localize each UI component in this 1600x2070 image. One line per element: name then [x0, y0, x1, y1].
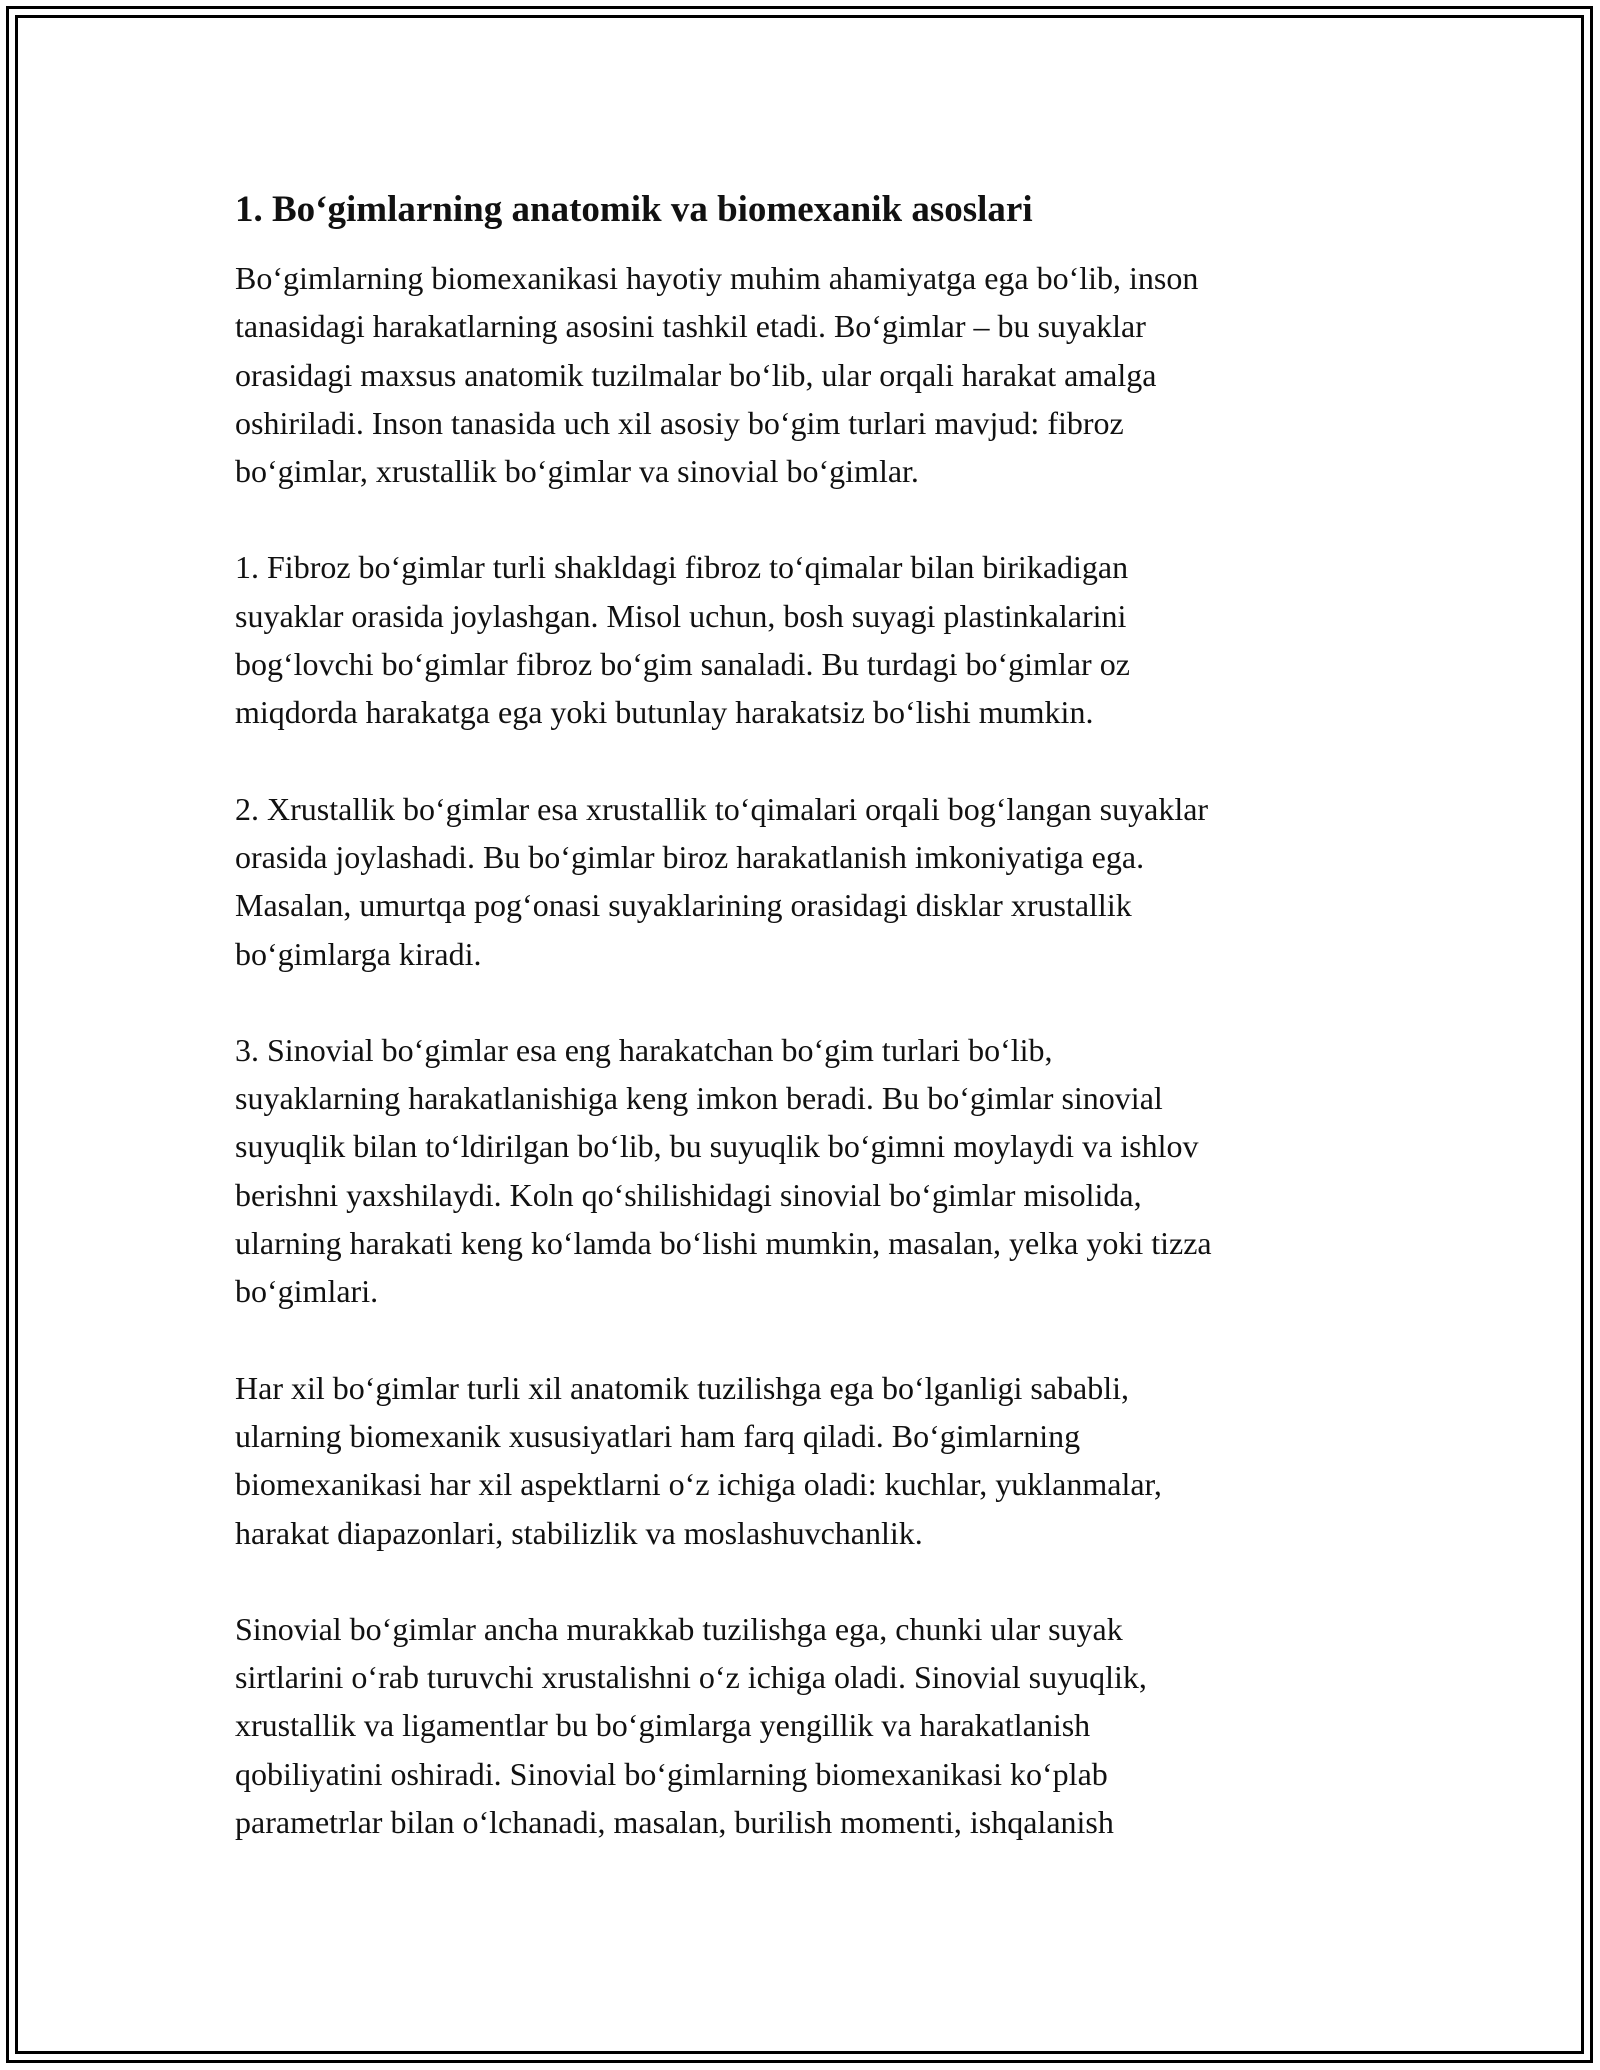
text-line: Masalan, umurtqa pog‘onasi suyaklarining orasidagi disklar xrustallik	[235, 887, 1132, 924]
paragraph	[235, 1026, 1375, 1316]
text-line: biomexanikasi har xil aspektlarni o‘z ichiga oladi: kuchlar, yuklanmalar,	[235, 1466, 1162, 1503]
text-line: oshiriladi. Inson tanasida uch xil asosiy bo‘gim turlari mavjud: fibroz	[235, 404, 1124, 441]
document-body	[235, 186, 1375, 1894]
paragraph	[235, 1364, 1375, 1557]
text-line: Bo‘gimlarning biomexanikasi hayotiy muhim ahamiyatga ega bo‘lib, inson	[235, 260, 1199, 296]
text-line: bog‘lovchi bo‘gimlar fibroz bo‘gim sanaladi. Bu turdagi bo‘gimlar oz	[235, 646, 1130, 683]
text-line: ularning biomexanik xususiyatlari ham farq qiladi. Bo‘gimlarning	[235, 1417, 1081, 1454]
text-line: orasidagi maxsus anatomik tuzilmalar bo‘lib, ular orqali harakat amalga	[235, 356, 1157, 393]
text-line: 3. Sinovial bo‘gimlar esa eng harakatchan bo‘gim turlari bo‘lib,	[235, 1031, 1053, 1068]
paragraph	[235, 254, 1375, 495]
text-line: 2. Xrustallik bo‘gimlar esa xrustallik to‘qimalari orqali bog‘langan suyaklar	[235, 790, 1209, 827]
text-line: sirtlarini o‘rab turuvchi xrustalishni o‘z ichiga oladi. Sinovial suyuqlik,	[235, 1659, 1147, 1696]
text-line: suyaklarning harakatlanishiga keng imkon beradi. Bu bo‘gimlar sinovial	[235, 1080, 1163, 1117]
text-line: miqdorda harakatga ega yoki butunlay harakatsiz bo‘lishi mumkin.	[235, 694, 1094, 731]
paragraph-list	[235, 254, 1375, 1846]
text-line: bo‘gimlari.	[235, 1273, 379, 1310]
paragraph	[235, 543, 1375, 736]
text-line: Har xil bo‘gimlar turli xil anatomik tuzilishga ega bo‘lganligi sababli,	[235, 1369, 1130, 1406]
text-line: bo‘gimlar, xrustallik bo‘gimlar va sinovial bo‘gimlar.	[235, 453, 919, 490]
text-line: harakat diapazonlari, stabilizlik va moslashuvchanlik.	[235, 1514, 923, 1551]
paragraph	[235, 785, 1375, 978]
text-line: tanasidagi harakatlarning asosini tashkil etadi. Bo‘gimlar – bu suyaklar	[235, 308, 1146, 345]
paragraph	[235, 1605, 1375, 1846]
text-line: Sinovial bo‘gimlar ancha murakkab tuzilishga ega, chunki ular suyak	[235, 1610, 1123, 1647]
text-line: xrustallik va ligamentlar bu bo‘gimlarga yengillik va harakatlanish	[235, 1707, 1091, 1744]
text-line: qobiliyatini oshiradi. Sinovial bo‘gimlarning biomexanikasi ko‘plab	[235, 1755, 1108, 1792]
text-line: 1. Fibroz bo‘gimlar turli shakldagi fibroz to‘qimalar bilan birikadigan	[235, 549, 1129, 586]
text-line: parametrlar bilan o‘lchanadi, masalan, burilish momenti, ishqalanish	[235, 1804, 1114, 1841]
text-line: ularning harakati keng ko‘lamda bo‘lishi mumkin, masalan, yelka yoki tizza	[235, 1225, 1212, 1262]
text-line: orasida joylashadi. Bu bo‘gimlar biroz harakatlanish imkoniyatiga ega.	[235, 838, 1145, 875]
text-line: berishni yaxshilaydi. Koln qo‘shilishidagi sinovial bo‘gimlar misolida,	[235, 1176, 1142, 1213]
text-line: suyaklar orasida joylashgan. Misol uchun, bosh suyagi plastinkalarini	[235, 597, 1127, 634]
text-line: suyuqlik bilan to‘ldirilgan bo‘lib, bu suyuqlik bo‘gimni moylaydi va ishlov	[235, 1128, 1199, 1165]
text-line: bo‘gimlarga kiradi.	[235, 935, 482, 972]
section-heading: 1. Bo‘gimlarning anatomik va biomexanik asoslari	[235, 189, 1033, 230]
